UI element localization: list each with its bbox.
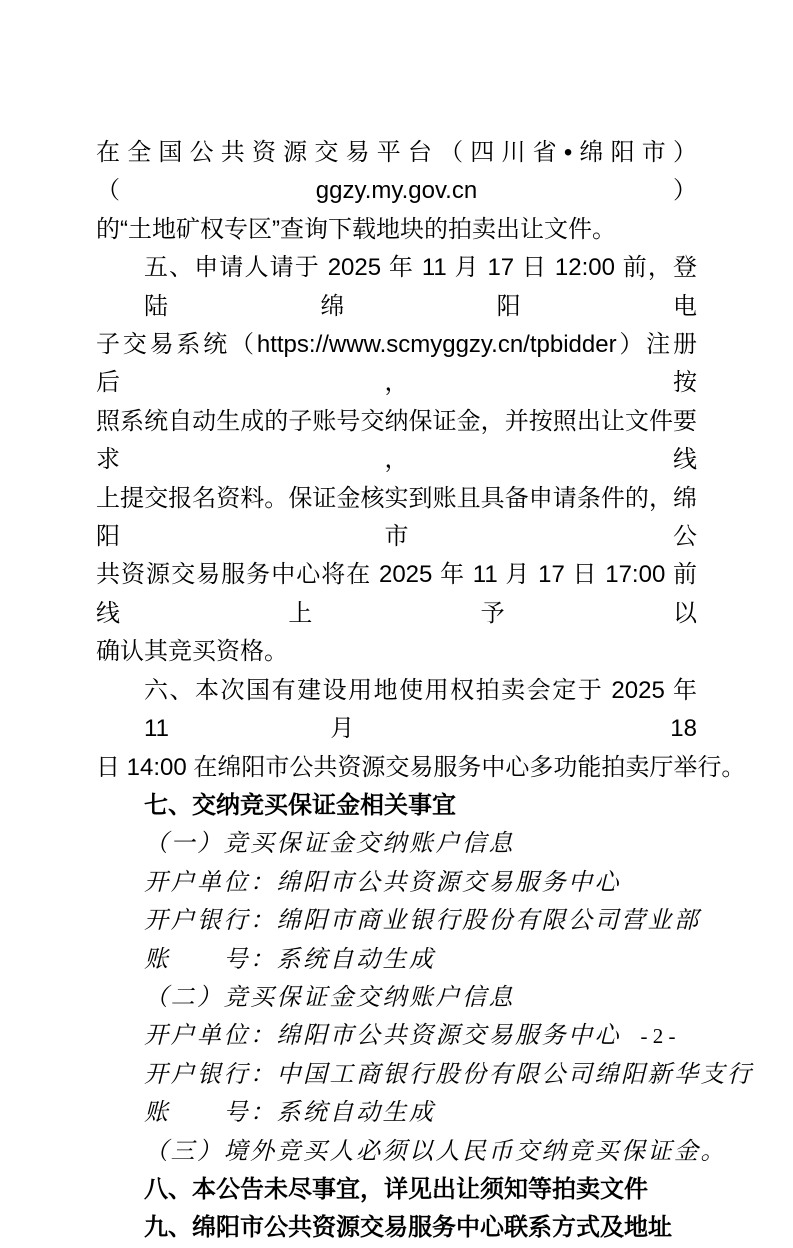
doc-line: 照系统自动生成的子账号交纳保证金，并按照出让文件要求，线	[96, 407, 697, 474]
doc-subheading: （二）竞买保证金交纳账户信息	[144, 983, 515, 1011]
doc-line: 开户单位：绵阳市公共资源交易服务中心	[144, 868, 621, 896]
doc-line: 开户银行：中国工商银行股份有限公司绵阳新华支行	[144, 1060, 754, 1088]
doc-line: 开户单位：绵阳市公共资源交易服务中心	[144, 1022, 621, 1050]
doc-line: 在全国公共资源交易平台（四川省•绵阳市）（ggzy.my.gov.cn）	[96, 139, 697, 205]
doc-line: 确认其竞买资格。	[96, 638, 288, 666]
page-number: - 2 -	[640, 1024, 676, 1048]
doc-line: （三）境外竞买人必须以人民币交纳竞买保证金。	[144, 1137, 727, 1165]
doc-line: 账 号：系统自动生成	[144, 945, 436, 973]
doc-line: 账 号：系统自动生成	[144, 1099, 436, 1127]
doc-line: 五、申请人请于 2025 年 11 月 17 日 12:00 前，登陆绵阳电	[144, 254, 697, 320]
document-body	[96, 134, 754, 1248]
doc-line: 日 14:00 在绵阳市公共资源交易服务中心多功能拍卖厅举行。	[96, 753, 746, 781]
doc-heading: 八、本公告未尽事宜，详见出让须知等拍卖文件	[144, 1175, 648, 1203]
doc-subheading: （一）竞买保证金交纳账户信息	[144, 830, 515, 858]
doc-heading: 九、绵阳市公共资源交易服务中心联系方式及地址	[144, 1214, 672, 1242]
doc-line: 子交易系统（https://www.scmyggzy.cn/tpbidder）注册后，按	[96, 331, 697, 397]
doc-line: 开户银行：绵阳市商业银行股份有限公司营业部	[144, 907, 701, 935]
doc-line: 共资源交易服务中心将在 2025 年 11 月 17 日 17:00 前线上予以	[96, 561, 697, 627]
doc-line: 六、本次国有建设用地使用权拍卖会定于 2025 年 11 月 18	[144, 676, 697, 743]
doc-heading: 七、交纳竞买保证金相关事宜	[144, 791, 456, 819]
doc-line: 的“土地矿权专区”查询下载地块的拍卖出让文件。	[96, 215, 616, 243]
doc-line: 上提交报名资料。保证金核实到账且具备申请条件的，绵阳市公	[96, 484, 697, 551]
